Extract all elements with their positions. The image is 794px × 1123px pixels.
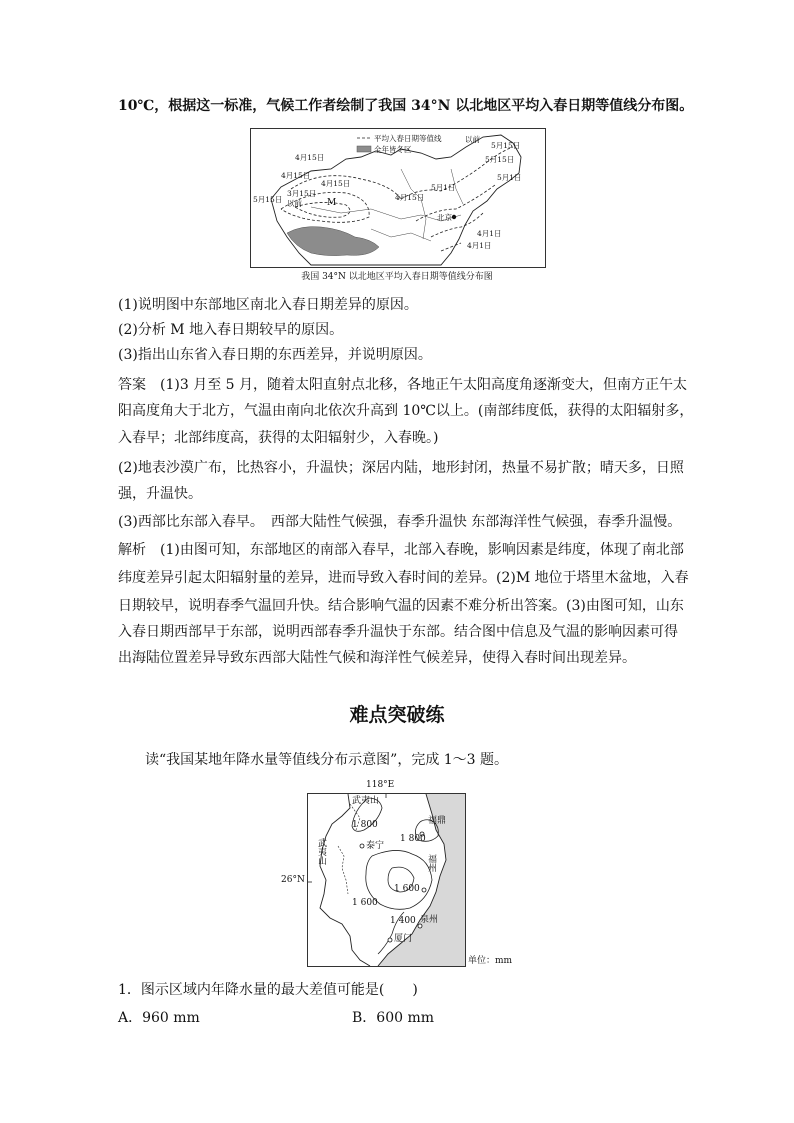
answer-line: (2)地表沙漠广布，比热容小，升温快；深居内陆，地形封闭，热量不易扩散；晴天多，日照 — [118, 460, 684, 476]
mc-question-1: 1．图示区域内年降水量的最大差值可能是( ) — [118, 982, 418, 998]
answer-line: 入春早；北部纬度高，获得的太阳辐射少，入春晚。) — [118, 430, 439, 446]
unit-label: 单位：mm — [468, 956, 513, 966]
answer-line: 阳高度角大于北方，气温由南向北依次升高到 10℃以上。(南部纬度低，获得的太阳辐射多， — [118, 403, 694, 419]
answer-line: 答案 (1)3 月至 5 月，随着太阳直射点北移，各地正午太阳高度角逐渐变大，但南方正午太 — [118, 377, 687, 393]
isoline-label: 5月15日 — [253, 195, 283, 204]
wuyi-mountain-left-label: 武夷山 — [316, 838, 326, 865]
isoline-label: 以前 — [287, 199, 302, 208]
isoline-label: 以前 — [465, 135, 480, 144]
isoline-label: 5月1日 — [497, 173, 522, 182]
latitude-label: 26°N — [281, 875, 305, 885]
isoline-label: 4月15日 — [395, 193, 425, 202]
isoline-label: 4月15日 — [321, 179, 351, 188]
intro-line: 10℃，根据这一标准，气候工作者绘制了我国 34°N 以北地区平均入春日期等值线分布图。 — [118, 98, 694, 114]
analysis-line: 纬度差异引起太阳辐射量的差异，进而导致入春时间的差异。(2)M 地位于塔里木盆地，入春 — [118, 570, 689, 586]
point-m-label: M — [327, 198, 337, 208]
isoline-value-label: 1 800 — [352, 820, 378, 830]
analysis-line: 入春日期西部早于东部，说明西部春季升温快于东部。结合图中信息及气温的影响因素可得 — [118, 624, 678, 640]
map1-caption: 我国 34°N 以北地区平均入春日期等值线分布图 — [301, 272, 493, 282]
analysis-line: 解析 (1)由图可知，东部地区的南部入春早，北部入春晚，影响因素是纬度，体现了南北部 — [118, 542, 684, 558]
legend-isoline-label: 平均入春日期等值线 — [374, 134, 442, 143]
isoline-value-label: 1 800 — [400, 834, 426, 844]
option-a[interactable]: A．960 mm — [118, 1010, 200, 1026]
isoline-label: 4月1日 — [477, 229, 502, 238]
analysis-line: 出海陆位置差异导致东西部大陆性气候和海洋性气候差异，使得入春时间出现差异。 — [118, 650, 636, 666]
question-3: (3)指出山东省入春日期的东西差异，并说明原因。 — [118, 347, 432, 363]
taining-label: 泰宁 — [366, 841, 385, 851]
isoline-value-label: 1 400 — [390, 916, 416, 926]
beijing-label: 北京 — [437, 213, 452, 222]
section-heading: 难点突破练 — [349, 704, 445, 726]
isoline-label: 3月15日 — [287, 189, 317, 198]
quanzhou-label: 泉州 — [420, 915, 439, 925]
precipitation-map — [307, 793, 466, 967]
option-b[interactable]: B．600 mm — [352, 1010, 435, 1026]
read-prompt: 读“我国某地年降水量等值线分布示意图”，完成 1～3 题。 — [145, 752, 509, 768]
isoline-label: 4月15日 — [295, 153, 325, 162]
isoline-value-label: 1 600 — [352, 898, 378, 908]
isoline-label: 5月15日 — [485, 155, 515, 164]
answer-line: (3)西部比东部入春早。 西部大陆性气候强，春季升温快 东部海洋性气候强，春季升温慢。 — [118, 514, 682, 530]
wuyi-mountain-top-label: 武夷山 — [352, 796, 380, 806]
xiamen-label: 厦门 — [394, 934, 413, 944]
isoline-value-label: 1 600 — [394, 884, 420, 894]
isoline-label: 4月15日 — [281, 171, 311, 180]
analysis-line: 日期较早，说明春季气温回升快。结合影响气温的因素不难分析出答案。(3)由图可知，山东 — [118, 598, 684, 614]
isoline-label: 4月1日 — [467, 241, 492, 250]
isoline-label: 5月1日 — [431, 183, 456, 192]
legend-winter-label: 全年皆冬区 — [374, 145, 412, 154]
spring-onset-map — [250, 128, 546, 268]
question-2: (2)分析 M 地入春日期较早的原因。 — [118, 322, 344, 338]
longitude-label: 118°E — [366, 780, 395, 790]
isoline-label: 5月15日 — [491, 141, 521, 150]
answer-line: 强，升温快。 — [118, 486, 202, 502]
fuzhou-label: 福州 — [426, 854, 436, 872]
question-1: (1)说明图中东部地区南北入春日期差异的原因。 — [118, 297, 418, 313]
fuding-label: 福鼎 — [428, 816, 447, 826]
